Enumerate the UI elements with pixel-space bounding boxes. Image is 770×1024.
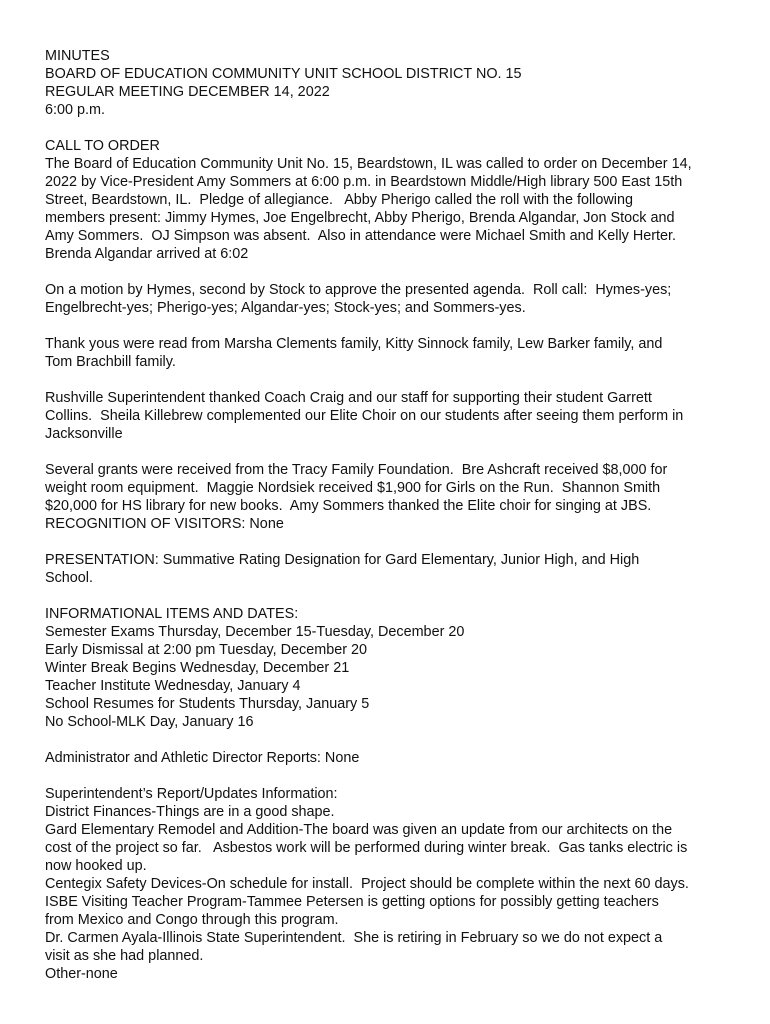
list-item: Semester Exams Thursday, December 15-Tuesday, December 20	[45, 624, 465, 640]
list-item: Early Dismissal at 2:00 pm Tuesday, December 20	[45, 642, 368, 658]
paragraph-line: Several grants were received from the Tracy Family Foundation. Bre Ashcraft received $8,000 for	[45, 462, 668, 478]
paragraph-gap	[45, 263, 735, 281]
paragraph-gap	[45, 119, 735, 137]
section-heading: INFORMATIONAL ITEMS AND DATES:	[45, 606, 299, 622]
presentation-section	[45, 551, 735, 587]
paragraph-line: Street, Beardstown, IL. Pledge of allegiance. Abby Pherigo called the roll with the following	[45, 192, 633, 208]
paragraph-line: Administrator and Athletic Director Reports: None	[45, 750, 360, 766]
section-heading: CALL TO ORDER	[45, 138, 160, 154]
list-item: Winter Break Begins Wednesday, December 21	[45, 660, 350, 676]
paragraph-gap	[45, 767, 735, 785]
section-heading: Superintendent’s Report/Updates Information:	[45, 786, 338, 802]
paragraph-line: now hooked up.	[45, 858, 147, 874]
grants-section	[45, 461, 735, 533]
paragraph-gap	[45, 533, 735, 551]
paragraph-line: District Finances-Things are in a good shape.	[45, 804, 335, 820]
paragraph-line: Centegix Safety Devices-On schedule for install. Project should be complete within the next 60 days.	[45, 876, 689, 892]
paragraph-line: visit as she had planned.	[45, 948, 204, 964]
document-title: MINUTES	[45, 48, 110, 64]
paragraph-gap	[45, 317, 735, 335]
paragraph-gap	[45, 731, 735, 749]
paragraph-gap	[45, 587, 735, 605]
paragraph-line: Tom Brachbill family.	[45, 354, 176, 370]
paragraph-line: Collins. Sheila Killebrew complemented our Elite Choir on our students after seeing them perform in	[45, 408, 684, 424]
recognition-of-visitors: RECOGNITION OF VISITORS: None	[45, 516, 284, 532]
paragraph-gap	[45, 371, 735, 389]
rushville-section	[45, 389, 735, 443]
paragraph-line: cost of the project so far. Asbestos work will be performed during winter break. Gas tanks electric is	[45, 840, 688, 856]
board-name: BOARD OF EDUCATION COMMUNITY UNIT SCHOOL DISTRICT NO. 15	[45, 66, 522, 82]
paragraph-line: Jacksonville	[45, 426, 123, 442]
paragraph-line: Brenda Algandar arrived at 6:02	[45, 246, 249, 262]
meeting-time: 6:00 p.m.	[45, 102, 105, 118]
superintendent-report-section	[45, 785, 735, 983]
document-header	[45, 47, 735, 119]
reports-section	[45, 749, 735, 767]
paragraph-line: Thank yous were read from Marsha Clements family, Kitty Sinnock family, Lew Barker family, and	[45, 336, 663, 352]
thank-yous-section	[45, 335, 735, 371]
meeting-date: REGULAR MEETING DECEMBER 14, 2022	[45, 84, 330, 100]
list-item: School Resumes for Students Thursday, January 5	[45, 696, 370, 712]
paragraph-gap	[45, 443, 735, 461]
paragraph-line: 2022 by Vice-President Amy Sommers at 6:00 p.m. in Beardstown Middle/High library 500 East 15th	[45, 174, 683, 190]
paragraph-line: Gard Elementary Remodel and Addition-The board was given an update from our architects on the	[45, 822, 673, 838]
paragraph-line: weight room equipment. Maggie Nordsiek received $1,900 for Girls on the Run. Shannon Smith	[45, 480, 661, 496]
paragraph-line: members present: Jimmy Hymes, Joe Engelbrecht, Abby Pherigo, Brenda Algandar, Jon Stock and	[45, 210, 675, 226]
paragraph-line: from Mexico and Congo through this program.	[45, 912, 339, 928]
list-item: No School-MLK Day, January 16	[45, 714, 254, 730]
paragraph-line: School.	[45, 570, 93, 586]
call-to-order-section	[45, 137, 735, 263]
paragraph-line: The Board of Education Community Unit No. 15, Beardstown, IL was called to order on December 14,	[45, 156, 692, 172]
paragraph-line: Rushville Superintendent thanked Coach Craig and our staff for supporting their student Garrett	[45, 390, 652, 406]
agenda-motion-section	[45, 281, 735, 317]
paragraph-line: ISBE Visiting Teacher Program-Tammee Petersen is getting options for possibly getting teachers	[45, 894, 659, 910]
list-item: Teacher Institute Wednesday, January 4	[45, 678, 301, 694]
paragraph-line: $20,000 for HS library for new books. Amy Sommers thanked the Elite choir for singing at JBS.	[45, 498, 652, 514]
paragraph-line: Other-none	[45, 966, 118, 982]
paragraph-line: Engelbrecht-yes; Pherigo-yes; Algandar-yes; Stock-yes; and Sommers-yes.	[45, 300, 526, 316]
paragraph-line: PRESENTATION: Summative Rating Designation for Gard Elementary, Junior High, and High	[45, 552, 640, 568]
paragraph-line: Amy Sommers. OJ Simpson was absent. Also in attendance were Michael Smith and Kelly Herter.	[45, 228, 677, 244]
informational-items-section	[45, 605, 735, 731]
paragraph-line: On a motion by Hymes, second by Stock to approve the presented agenda. Roll call: Hymes-yes;	[45, 282, 672, 298]
minutes-document	[45, 47, 735, 983]
paragraph-line: Dr. Carmen Ayala-Illinois State Superintendent. She is retiring in February so we do not expect a	[45, 930, 663, 946]
